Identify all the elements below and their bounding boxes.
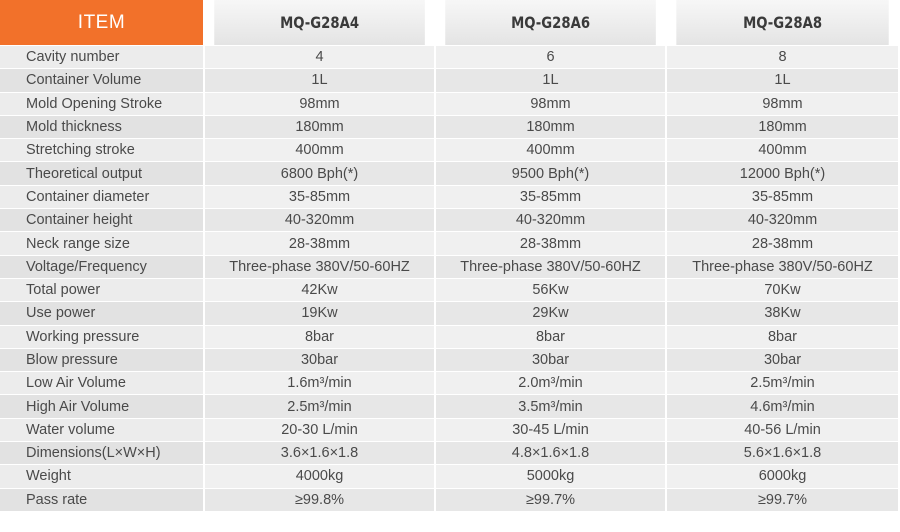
spec-label: Total power: [0, 279, 205, 302]
spec-value: 30bar: [205, 349, 436, 372]
model-header-a8: MQ-G28A8: [676, 0, 890, 46]
spec-value: 9500 Bph(*): [436, 162, 667, 185]
spec-value: 98mm: [436, 93, 667, 116]
spec-value: 35-85mm: [205, 186, 436, 209]
spec-label: Pass rate: [0, 489, 205, 512]
spec-value: 2.0m³/min: [436, 372, 667, 395]
spec-label: Voltage/Frequency: [0, 256, 205, 279]
spec-value: 98mm: [667, 93, 900, 116]
spec-value: 180mm: [667, 116, 900, 139]
spec-value: 35-85mm: [667, 186, 900, 209]
spec-value: 3.6×1.6×1.8: [205, 442, 436, 465]
model-header-a4: MQ-G28A4: [214, 0, 427, 46]
spec-value: 40-320mm: [205, 209, 436, 232]
spec-label: Weight: [0, 465, 205, 488]
spec-label: Water volume: [0, 419, 205, 442]
spec-value: 12000 Bph(*): [667, 162, 900, 185]
spec-value: ≥99.8%: [205, 489, 436, 512]
spec-value: 40-56 L/min: [667, 419, 900, 442]
spec-label: Neck range size: [0, 232, 205, 255]
spec-value: 1.6m³/min: [205, 372, 436, 395]
spec-value: 4: [205, 46, 436, 69]
spec-label: Mold thickness: [0, 116, 205, 139]
spec-value: 40-320mm: [667, 209, 900, 232]
spec-value: 40-320mm: [436, 209, 667, 232]
spec-label: Theoretical output: [0, 162, 205, 185]
spec-value: Three-phase 380V/50-60HZ: [205, 256, 436, 279]
spec-label: Container Volume: [0, 69, 205, 92]
spec-value: 180mm: [436, 116, 667, 139]
spec-value: 70Kw: [667, 279, 900, 302]
spec-value: 2.5m³/min: [667, 372, 900, 395]
spec-label: Container diameter: [0, 186, 205, 209]
spec-value: 30bar: [667, 349, 900, 372]
spec-label: Low Air Volume: [0, 372, 205, 395]
spec-value: 6800 Bph(*): [205, 162, 436, 185]
spec-value: 4.6m³/min: [667, 395, 900, 418]
spec-value: 1L: [667, 69, 900, 92]
spec-value: 5000kg: [436, 465, 667, 488]
spec-value: 8bar: [436, 326, 667, 349]
spec-value: 38Kw: [667, 302, 900, 325]
spec-value: 35-85mm: [436, 186, 667, 209]
spec-value: 28-38mm: [205, 232, 436, 255]
spec-value: 42Kw: [205, 279, 436, 302]
spec-value: 6: [436, 46, 667, 69]
item-header: ITEM: [0, 0, 205, 46]
spec-value: 400mm: [436, 139, 667, 162]
spec-value: 6000kg: [667, 465, 900, 488]
spec-value: 1L: [436, 69, 667, 92]
spec-value: Three-phase 380V/50-60HZ: [667, 256, 900, 279]
spec-value: 56Kw: [436, 279, 667, 302]
spec-value: 98mm: [205, 93, 436, 116]
spec-value: 180mm: [205, 116, 436, 139]
spec-label: Blow pressure: [0, 349, 205, 372]
spec-value: 400mm: [205, 139, 436, 162]
spec-value: 28-38mm: [667, 232, 900, 255]
model-header-a6: MQ-G28A6: [445, 0, 658, 46]
spec-value: 1L: [205, 69, 436, 92]
spec-value: 5.6×1.6×1.8: [667, 442, 900, 465]
spec-label: Dimensions(L×W×H): [0, 442, 205, 465]
spec-value: 4.8×1.6×1.8: [436, 442, 667, 465]
spec-label: Stretching stroke: [0, 139, 205, 162]
spec-value: 29Kw: [436, 302, 667, 325]
spec-label: High Air Volume: [0, 395, 205, 418]
spec-value: 30-45 L/min: [436, 419, 667, 442]
spec-value: 20-30 L/min: [205, 419, 436, 442]
spec-value: Three-phase 380V/50-60HZ: [436, 256, 667, 279]
spec-value: ≥99.7%: [667, 489, 900, 512]
spec-value: 8: [667, 46, 900, 69]
spec-value: 3.5m³/min: [436, 395, 667, 418]
spec-value: 8bar: [667, 326, 900, 349]
spec-label: Mold Opening Stroke: [0, 93, 205, 116]
spec-value: 28-38mm: [436, 232, 667, 255]
spec-value: 4000kg: [205, 465, 436, 488]
spec-value: 8bar: [205, 326, 436, 349]
spec-value: 19Kw: [205, 302, 436, 325]
spec-label: Use power: [0, 302, 205, 325]
spec-label: Working pressure: [0, 326, 205, 349]
spec-value: 2.5m³/min: [205, 395, 436, 418]
spec-value: 30bar: [436, 349, 667, 372]
spec-label: Cavity number: [0, 46, 205, 69]
spec-label: Container height: [0, 209, 205, 232]
spec-value: ≥99.7%: [436, 489, 667, 512]
spec-value: 400mm: [667, 139, 900, 162]
